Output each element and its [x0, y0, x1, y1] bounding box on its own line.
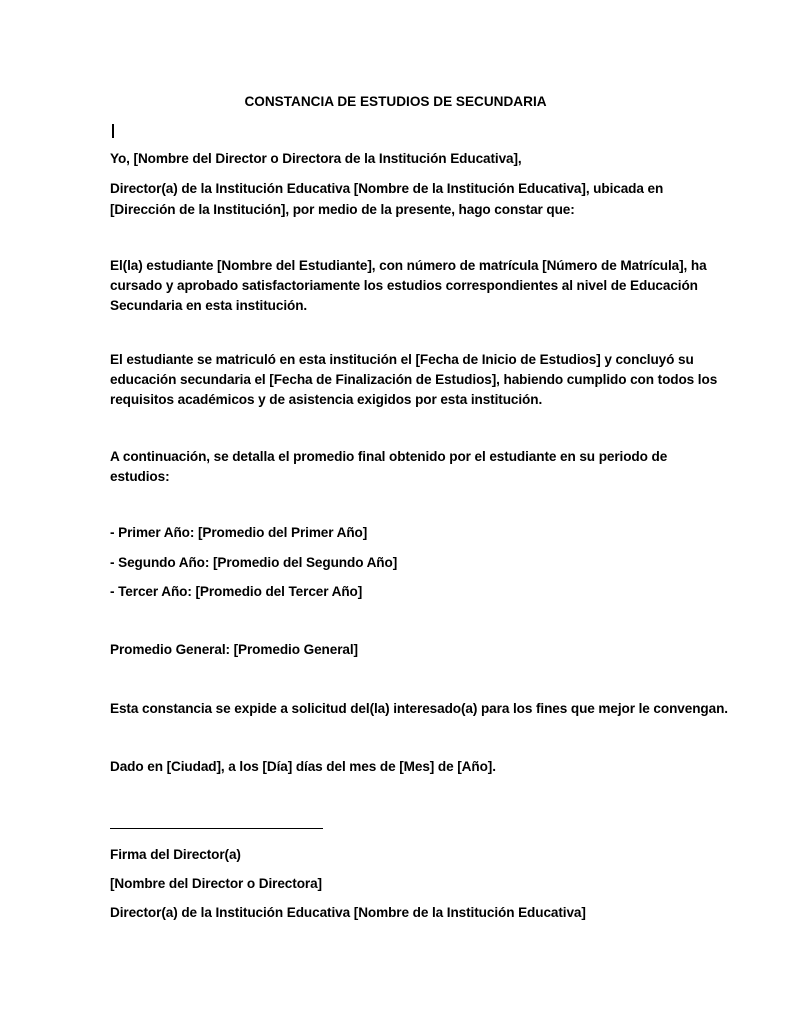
- enrollment-paragraph-line-1: El estudiante se matriculó en esta institución el [Fecha de Inicio de Estudios] y concluyó su: [110, 352, 694, 367]
- student-paragraph-line-2: cursado y aprobado satisfactoriamente los estudios correspondientes al nivel de Educación: [110, 278, 698, 293]
- student-paragraph-line-1: El(la) estudiante [Nombre del Estudiante], con número de matrícula [Número de Matrícula], ha: [110, 258, 707, 273]
- purpose-statement: Esta constancia se expide a solicitud del(la) interesado(a) para los fines que mejor le convengan.: [110, 701, 728, 716]
- date-line: Dado en [Ciudad], a los [Día] días del mes de [Mes] de [Año].: [110, 759, 496, 774]
- year-average-third: - Tercer Año: [Promedio del Tercer Año]: [110, 584, 363, 599]
- document-title: CONSTANCIA DE ESTUDIOS DE SECUNDARIA: [244, 94, 547, 109]
- signature-label: Firma del Director(a): [110, 847, 241, 862]
- signature-line: [110, 828, 323, 829]
- enrollment-paragraph-line-2: educación secundaria el [Fecha de Finalización de Estudios], habiendo cumplido con todos los: [110, 372, 718, 387]
- signer-role: Director(a) de la Institución Educativa [Nombre de la Institución Educativa]: [110, 905, 586, 920]
- average-intro-line-1: A continuación, se detalla el promedio final obtenido por el estudiante en su periodo de: [110, 449, 668, 464]
- student-paragraph-line-3: Secundaria en esta institución.: [110, 298, 308, 313]
- year-average-first: - Primer Año: [Promedio del Primer Año]: [110, 525, 368, 540]
- text-cursor: [112, 124, 114, 138]
- intro-line: Yo, [Nombre del Director o Directora de la Institución Educativa],: [110, 151, 522, 166]
- general-average: Promedio General: [Promedio General]: [110, 642, 358, 657]
- signer-name: [Nombre del Director o Directora]: [110, 876, 322, 891]
- intro-paragraph-line-2: [Dirección de la Institución], por medio de la presente, hago constar que:: [110, 202, 575, 217]
- year-average-second: - Segundo Año: [Promedio del Segundo Año]: [110, 555, 398, 570]
- enrollment-paragraph-line-3: requisitos académicos y de asistencia exigidos por esta institución.: [110, 392, 543, 407]
- intro-paragraph-line-1: Director(a) de la Institución Educativa [Nombre de la Institución Educativa], ubicada en: [110, 181, 664, 196]
- average-intro-line-2: estudios:: [110, 469, 170, 484]
